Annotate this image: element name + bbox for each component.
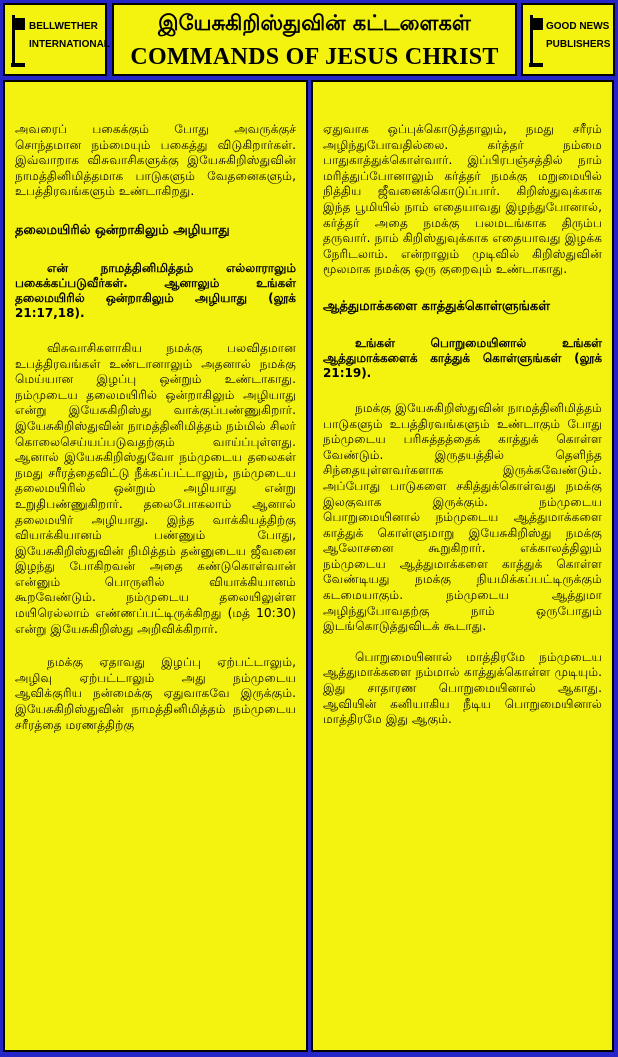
left-paragraph-3: நமக்கு ஏதாவது இழப்பு ஏற்பட்டாலும், அழிவு ஏற்பட்டாலும் அது நம்முடைய ஆவிக்குரிய நன்மைக்கு ஏதுவாகவே இருக்கும். இயேசுகிறிஸ்துவின் நாமத்தினிமித்தம் நம்முடைய சரீரத்தை மரணத்திற்கு xyxy=(15,655,296,732)
left-paragraph-1: அவரைப் பகைக்கும் போது அவருக்குச் சொந்தமான நம்மையும் பகைத்து விடுகிறார்கள். இவ்வாறாக விசுவாசிகளுக்கு இயேசுகிறிஸ்துவின் நாமத்தினிமித்தமாக பாடுகளும் வேதனைகளும், உபத்திரவங்களும் உண்டாகிறது. xyxy=(15,122,296,199)
left-logo-line-2: INTERNATIONAL xyxy=(29,39,110,50)
section-heading-souls: ஆத்துமாக்களை காத்துக்கொள்ளுங்கள் xyxy=(323,298,550,314)
right-paragraph-3: பொறுமையினால் மாத்திரமே நம்முடைய ஆத்துமாக்களை நம்மால் காத்துக்கொள்ள முடியும். இது சாதாரண பொறுமையினால் ஆகாது. ஆவியின் கனியாகிய நீடிய பொறுமையினால் மாத்திரமே இது ஆகும். xyxy=(323,649,602,727)
left-logo-line-1: BELLWETHER xyxy=(29,21,98,32)
good-news-logo xyxy=(521,3,615,76)
flag-icon xyxy=(529,15,543,67)
flag-icon xyxy=(11,15,25,67)
page-title-english: COMMANDS OF JESUS CHRIST xyxy=(130,44,499,70)
left-paragraph-2: விசுவாசிகளாகிய நமக்கு பலவிதமான உபத்திரவங்கள் உண்டானாலும் அதனால் நமக்கு மெய்யான இழப்பு ஒன்றும் உண்டாகாது. நம்முடைய தலைமயிரில் ஒன்றாகிலும் அழியாது என்று இயேசுகிறிஸ்து வாக்குப்பண்ணுகிறார். இயேசுகிறிஸ்துவின் நாமத்தினிமித்தம் நம்மில் சிலர் கொலைசெய்யப்படுவதற்கும் வாய்ப்புள்ளது. ஆனால் இயேசுகிறிஸ்துவோ நம்முடைய தலைகள் நமது சரீரத்தைவிட்டு நீக்கப்பட்டாலும், நம்முடைய தலைமயிரில் ஒன்றும் அழியாது என்று உறுதிபண்ணுகிறார். தலைபோகலாம் ஆனால் தலைமயிர் அழியாது. இந்த வாக்கியத்திற்கு வியாக்கியானம் பண்ணும் போது, இயேசுகிறிஸ்துவின் நிமித்தம் தன்னுடைய ஜீவனை இழந்து போகிறவன் அதை கண்டுகொள்வான் என்னும் பொருளில் வியாக்கியானம் கூறவேண்டும். நம்முடைய தலையிலுள்ள மயிரெல்லாம் எண்ணப்பட்டிருக்கிறது (மத் 10:30) என்று இயேசுகிறிஸ்து அறிவிக்கிறார். xyxy=(15,340,296,636)
bellwether-logo xyxy=(3,3,110,76)
right-paragraph-2: நமக்கு இயேசுகிறிஸ்துவின் நாமத்தினிமித்தம் பாடுகளும் உபத்திரவங்களும் உண்டாகும் போது நம்முடைய பரிசுத்தத்தைக் காத்துக் கொள்ள வேண்டும். இருதயத்தில் தெளிந்த சிந்தையுள்ளவர்களாக இருக்கவேண்டும். அப்போது பாடுகளை சகித்துக்கொள்வது நமக்கு இலகுவாக இருக்கும். நம்முடைய பொறுமையினால் நம்முடைய ஆத்துமாக்களை காத்துக் கொள்ளுமாறு இயேசுகிறிஸ்து நமக்கு ஆலோசனை கூறுகிறார். எக்காலத்திலும் நம்முடைய ஆத்துமாக்களை காத்துக் கொள்ள வேண்டியது நமக்கு நியமிக்கப்பட்டிருக்கும் கடமையாகும். நம்முடைய ஆத்துமா அழிந்துபோவதற்கு நாம் ஒருபோதும் இடங்கொடுத்துவிடக் கூடாது. xyxy=(323,400,602,634)
verse-luke-21-19: உங்கள் பொறுமையினால் உங்கள் ஆத்துமாக்களைக் காத்துக் கொள்ளுங்கள் (லூக் 21:19). xyxy=(323,335,602,380)
left-column xyxy=(3,80,308,1052)
right-column xyxy=(311,80,614,1052)
section-heading-hair: தலைமயிரில் ஒன்றாகிலும் அழியாது xyxy=(15,222,230,238)
right-logo-line-2: PUBLISHERS xyxy=(546,39,611,50)
verse-luke-21-17: என் நாமத்தினிமித்தம் எல்லாராலும் பகைக்கப்படுவீர்கள். ஆனாலும் உங்கள் தலைமயிரில் ஒன்றாகிலும் அழியாது (லூக் 21:17,18). xyxy=(15,260,296,320)
page-title-tamil: இயேசுகிறிஸ்துவின் கட்டளைகள் xyxy=(158,11,471,35)
right-logo-line-1: GOOD NEWS xyxy=(546,21,610,32)
right-paragraph-1: ஏதுவாக ஒப்புக்கொடுத்தாலும், நமது சரீரம் அழிந்துபோவதில்லை. கர்த்தர் நம்மை பாதுகாத்துக்கொள்வார். இப்பிரபஞ்சத்தில் நாம் மரித்துப்போனாலும் கர்த்தர் நமக்கு மறுமையில் நித்திய ஜீவனைக்கொடுப்பார். கிறிஸ்துவுக்காக இந்த பூமியில் நாம் எதையாவது இழந்துபோனால், கர்த்தர் அதை நமக்கு பலமடங்காக திரும்ப தருவார். நாம் கிறிஸ்துவுக்காக எதையாவது இழக்க நேரிடலாம். என்றாலும் முடிவில் கிறிஸ்துவின் மூலமாக நமக்கு ஒரு குறைவும் உண்டாகாது. xyxy=(323,122,602,277)
title-box xyxy=(112,3,517,76)
